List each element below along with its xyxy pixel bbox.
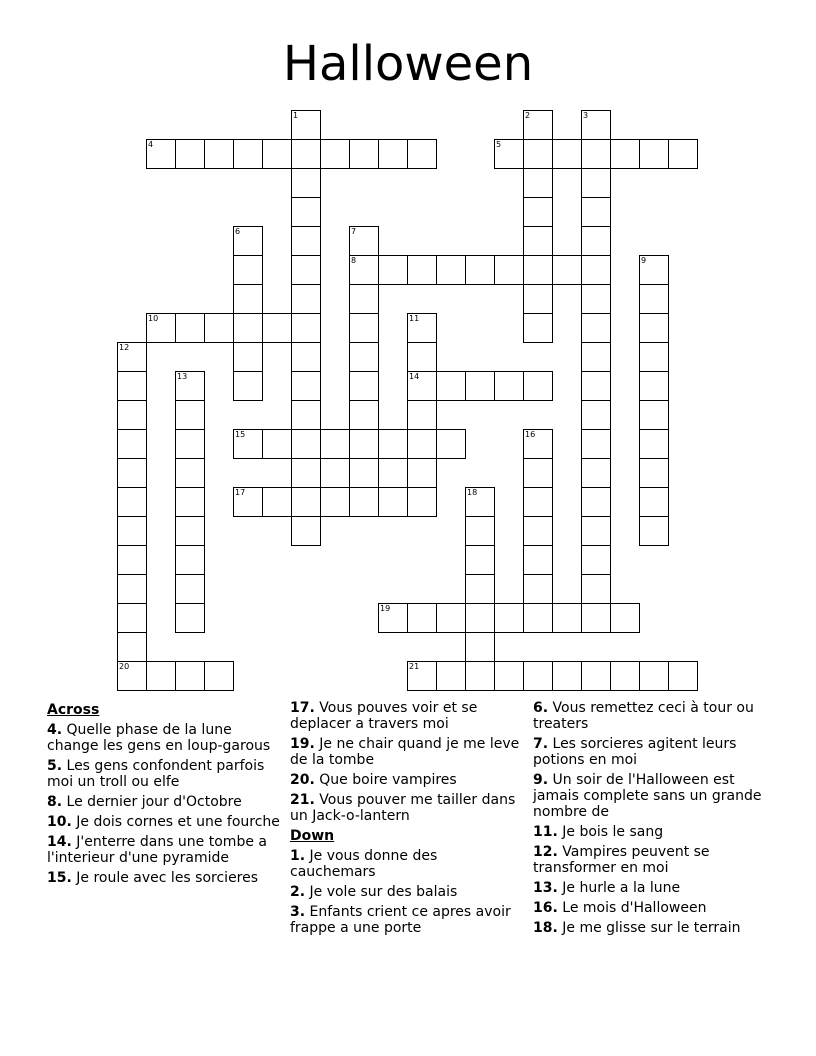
crossword-cell[interactable] [349,139,379,169]
crossword-cell[interactable] [175,371,205,401]
cell-number: 5 [496,140,502,149]
cell-number: 20 [119,662,130,671]
crossword-cell[interactable] [146,313,176,343]
crossword-cell[interactable] [117,342,147,372]
crossword-cell[interactable] [262,487,292,517]
crossword-cell[interactable] [291,284,321,314]
crossword-cell[interactable] [610,603,640,633]
cell-number: 14 [409,372,420,381]
crossword-cell[interactable] [117,603,147,633]
cell-number: 12 [119,343,130,352]
crossword-cell[interactable] [465,632,495,662]
crossword-cell[interactable] [117,487,147,517]
clue-across-17: 17. Vous pouves voir et se deplacer a travers moi [290,700,478,732]
crossword-cell[interactable] [175,487,205,517]
crossword-cell[interactable] [523,371,553,401]
clue-down-9: 9. Un soir de l'Halloween est jamais complete sans un grande nombre de [533,772,762,820]
clue-down-13: 13. Je hurle a la lune [533,880,681,896]
crossword-cell[interactable] [639,661,669,691]
crossword-cell[interactable] [581,255,611,285]
crossword-cell[interactable] [117,574,147,604]
clue-down-6: 6. Vous remettez ceci à tour ou treaters [533,700,754,732]
clue-down-7: 7. Les sorcieres agitent leurs potions en moi [533,736,737,768]
crossword-cell[interactable] [407,255,437,285]
crossword-cell[interactable] [523,661,553,691]
crossword-cell[interactable] [465,255,495,285]
crossword-cell[interactable] [291,400,321,430]
crossword-cell[interactable] [581,313,611,343]
crossword-cell[interactable] [436,603,466,633]
crossword-cell[interactable] [233,487,263,517]
crossword-cell[interactable] [610,139,640,169]
crossword-cell[interactable] [291,226,321,256]
crossword-cell[interactable] [581,487,611,517]
crossword-cell[interactable] [494,139,524,169]
clue-across-15: 15. Je roule avec les sorcieres [47,870,259,886]
crossword-cell[interactable] [494,371,524,401]
crossword-cell[interactable] [436,255,466,285]
crossword-cell[interactable] [378,487,408,517]
crossword-cell[interactable] [175,313,205,343]
clue-across-8: 8. Le dernier jour d'Octobre [47,794,242,810]
crossword-cell[interactable] [465,603,495,633]
crossword-cell[interactable] [320,429,350,459]
crossword-cell[interactable] [146,661,176,691]
crossword-cell[interactable] [349,429,379,459]
crossword-cell[interactable] [668,139,698,169]
crossword-cell[interactable] [523,574,553,604]
crossword-cell[interactable] [175,574,205,604]
crossword-cell[interactable] [407,400,437,430]
crossword-cell[interactable] [581,429,611,459]
crossword-cell[interactable] [639,139,669,169]
cell-number: 18 [467,488,478,497]
crossword-cell[interactable] [407,313,437,343]
crossword-cell[interactable] [639,400,669,430]
crossword-cell[interactable] [291,516,321,546]
crossword-cell[interactable] [581,371,611,401]
clue-across-4: 4. Quelle phase de la lune change les gens en loup-garous [47,722,271,754]
crossword-cell[interactable] [465,487,495,517]
cell-number: 13 [177,372,188,381]
crossword-cell[interactable] [291,139,321,169]
crossword-cell[interactable] [523,110,553,140]
crossword-cell[interactable] [407,371,437,401]
cell-number: 1 [293,111,299,120]
cell-number: 15 [235,430,246,439]
crossword-cell[interactable] [233,371,263,401]
crossword-cell[interactable] [291,487,321,517]
clue-down-1: 1. Je vous donne des cauchemars [290,848,438,880]
crossword-cell[interactable] [291,458,321,488]
crossword-cell[interactable] [436,429,466,459]
crossword-cell[interactable] [639,255,669,285]
crossword-cell[interactable] [291,342,321,372]
cell-number: 19 [380,604,391,613]
crossword-cell[interactable] [523,168,553,198]
crossword-cell[interactable] [291,429,321,459]
clue-down-11: 11. Je bois le sang [533,824,664,840]
crossword-cell[interactable] [407,429,437,459]
crossword-cell[interactable] [175,603,205,633]
crossword-cell[interactable] [639,342,669,372]
crossword-cell[interactable] [494,255,524,285]
crossword-cell[interactable] [117,545,147,575]
crossword-cell[interactable] [581,458,611,488]
crossword-cell[interactable] [581,197,611,227]
crossword-cell[interactable] [175,545,205,575]
crossword-cell[interactable] [668,661,698,691]
crossword-cell[interactable] [349,371,379,401]
cell-number: 11 [409,314,420,323]
crossword-cell[interactable] [639,284,669,314]
cell-number: 9 [641,256,647,265]
crossword-cell[interactable] [581,284,611,314]
crossword-cell[interactable] [291,168,321,198]
clue-down-2: 2. Je vole sur des balais [290,884,458,900]
crossword-cell[interactable] [175,516,205,546]
crossword-cell[interactable] [117,400,147,430]
crossword-cell[interactable] [233,313,263,343]
crossword-cell[interactable] [465,371,495,401]
cell-number: 6 [235,227,241,236]
crossword-cell[interactable] [581,226,611,256]
clue-down-3: 3. Enfants crient ce apres avoir frappe a une porte [290,904,511,936]
cell-number: 21 [409,662,420,671]
cell-number: 2 [525,111,531,120]
crossword-cell[interactable] [581,516,611,546]
crossword-cell[interactable] [291,197,321,227]
crossword-cell[interactable] [175,139,205,169]
crossword-cell[interactable] [175,429,205,459]
crossword-cell[interactable] [233,284,263,314]
crossword-cell[interactable] [262,313,292,343]
cell-number: 3 [583,111,589,120]
cell-number: 7 [351,227,357,236]
cell-number: 17 [235,488,246,497]
crossword-cell[interactable] [407,661,437,691]
clues-column-1 [47,700,287,890]
crossword-cell[interactable] [291,110,321,140]
crossword-cell[interactable] [465,516,495,546]
crossword-cell[interactable] [523,487,553,517]
crossword-cell[interactable] [581,661,611,691]
crossword-cell[interactable] [523,603,553,633]
clue-across-14: 14. J'enterre dans une tombe a l'interieur d'une pyramide [47,834,267,866]
crossword-cell[interactable] [639,487,669,517]
crossword-cell[interactable] [349,342,379,372]
cell-number: 16 [525,430,536,439]
crossword-cell[interactable] [291,313,321,343]
crossword-cell[interactable] [552,255,582,285]
crossword-cell[interactable] [407,139,437,169]
crossword-cell[interactable] [291,371,321,401]
crossword-cell[interactable] [639,313,669,343]
crossword-cell[interactable] [349,313,379,343]
crossword-cell[interactable] [233,139,263,169]
clues-column-2 [290,700,520,940]
crossword-cell[interactable] [349,400,379,430]
crossword-cell[interactable] [407,603,437,633]
crossword-cell[interactable] [552,603,582,633]
cell-number: 8 [351,256,357,265]
crossword-cell[interactable] [465,574,495,604]
crossword-cell[interactable] [494,661,524,691]
cell-number: 10 [148,314,159,323]
clue-down-12: 12. Vampires peuvent se transformer en moi [533,844,710,876]
crossword-cell[interactable] [639,458,669,488]
page-title: Halloween [282,36,534,92]
crossword-cell[interactable] [639,516,669,546]
crossword-cell[interactable] [581,168,611,198]
crossword-cell[interactable] [320,139,350,169]
crossword-cell[interactable] [523,139,553,169]
crossword-cell[interactable] [436,371,466,401]
crossword-cell[interactable] [552,139,582,169]
crossword-cell[interactable] [262,139,292,169]
crossword-cell[interactable] [639,371,669,401]
crossword-cell[interactable] [523,255,553,285]
crossword-cell[interactable] [233,255,263,285]
crossword-cell[interactable] [523,545,553,575]
crossword-cell[interactable] [378,139,408,169]
crossword-cell[interactable] [494,603,524,633]
crossword-cell[interactable] [465,661,495,691]
crossword-cell[interactable] [465,545,495,575]
crossword-cell[interactable] [175,458,205,488]
crossword-cell[interactable] [117,632,147,662]
crossword-cell[interactable] [523,197,553,227]
crossword-cell[interactable] [349,255,379,285]
cell-number: 4 [148,140,154,149]
crossword-cell[interactable] [204,661,234,691]
crossword-cell[interactable] [117,458,147,488]
crossword-cell[interactable] [378,255,408,285]
crossword-cell[interactable] [581,342,611,372]
clues-column-3 [533,700,773,940]
crossword-cell[interactable] [523,284,553,314]
clue-down-18: 18. Je me glisse sur le terrain [533,920,741,936]
crossword-cell[interactable] [581,603,611,633]
crossword-cell[interactable] [320,487,350,517]
crossword-cell[interactable] [349,226,379,256]
crossword-cell[interactable] [349,458,379,488]
crossword-cell[interactable] [523,226,553,256]
crossword-cell[interactable] [175,661,205,691]
crossword-cell[interactable] [407,342,437,372]
crossword-cell[interactable] [581,110,611,140]
clue-across-21: 21. Vous pouver me tailler dans un Jack-o-lantern [290,792,516,824]
crossword-cell[interactable] [233,342,263,372]
crossword-cell[interactable] [204,139,234,169]
crossword-cell[interactable] [523,313,553,343]
clue-down-16: 16. Le mois d'Halloween [533,900,707,916]
crossword-cell[interactable] [407,458,437,488]
crossword-cell[interactable] [233,429,263,459]
crossword-cell[interactable] [117,371,147,401]
clue-across-5: 5. Les gens confondent parfois moi un troll ou elfe [47,758,265,790]
clue-across-10: 10. Je dois cornes et une fourche [47,814,280,830]
crossword-cell[interactable] [291,255,321,285]
down-heading: Down [290,828,335,844]
crossword-cell[interactable] [349,284,379,314]
crossword-cell[interactable] [117,516,147,546]
crossword-cell[interactable] [262,429,292,459]
crossword-cell[interactable] [523,458,553,488]
crossword-cell[interactable] [523,516,553,546]
crossword-cell[interactable] [552,661,582,691]
crossword-cell[interactable] [117,429,147,459]
crossword-cell[interactable] [523,429,553,459]
crossword-cell[interactable] [378,429,408,459]
crossword-cell[interactable] [581,545,611,575]
across-heading: Across [47,702,100,718]
clue-across-20: 20. Que boire vampires [290,772,457,788]
crossword-cell[interactable] [233,226,263,256]
crossword-cell[interactable] [639,429,669,459]
crossword-cell[interactable] [349,487,379,517]
crossword-cell[interactable] [436,661,466,691]
crossword-cell[interactable] [146,139,176,169]
crossword-cell[interactable] [610,661,640,691]
crossword-cell[interactable] [175,400,205,430]
clue-across-19: 19. Je ne chair quand je me leve de la tombe [290,736,520,768]
crossword-cell[interactable] [581,139,611,169]
crossword-cell[interactable] [117,661,147,691]
crossword-cell[interactable] [581,400,611,430]
crossword-cell[interactable] [378,603,408,633]
crossword-cell[interactable] [407,487,437,517]
crossword-cell[interactable] [581,574,611,604]
crossword-cell[interactable] [204,313,234,343]
